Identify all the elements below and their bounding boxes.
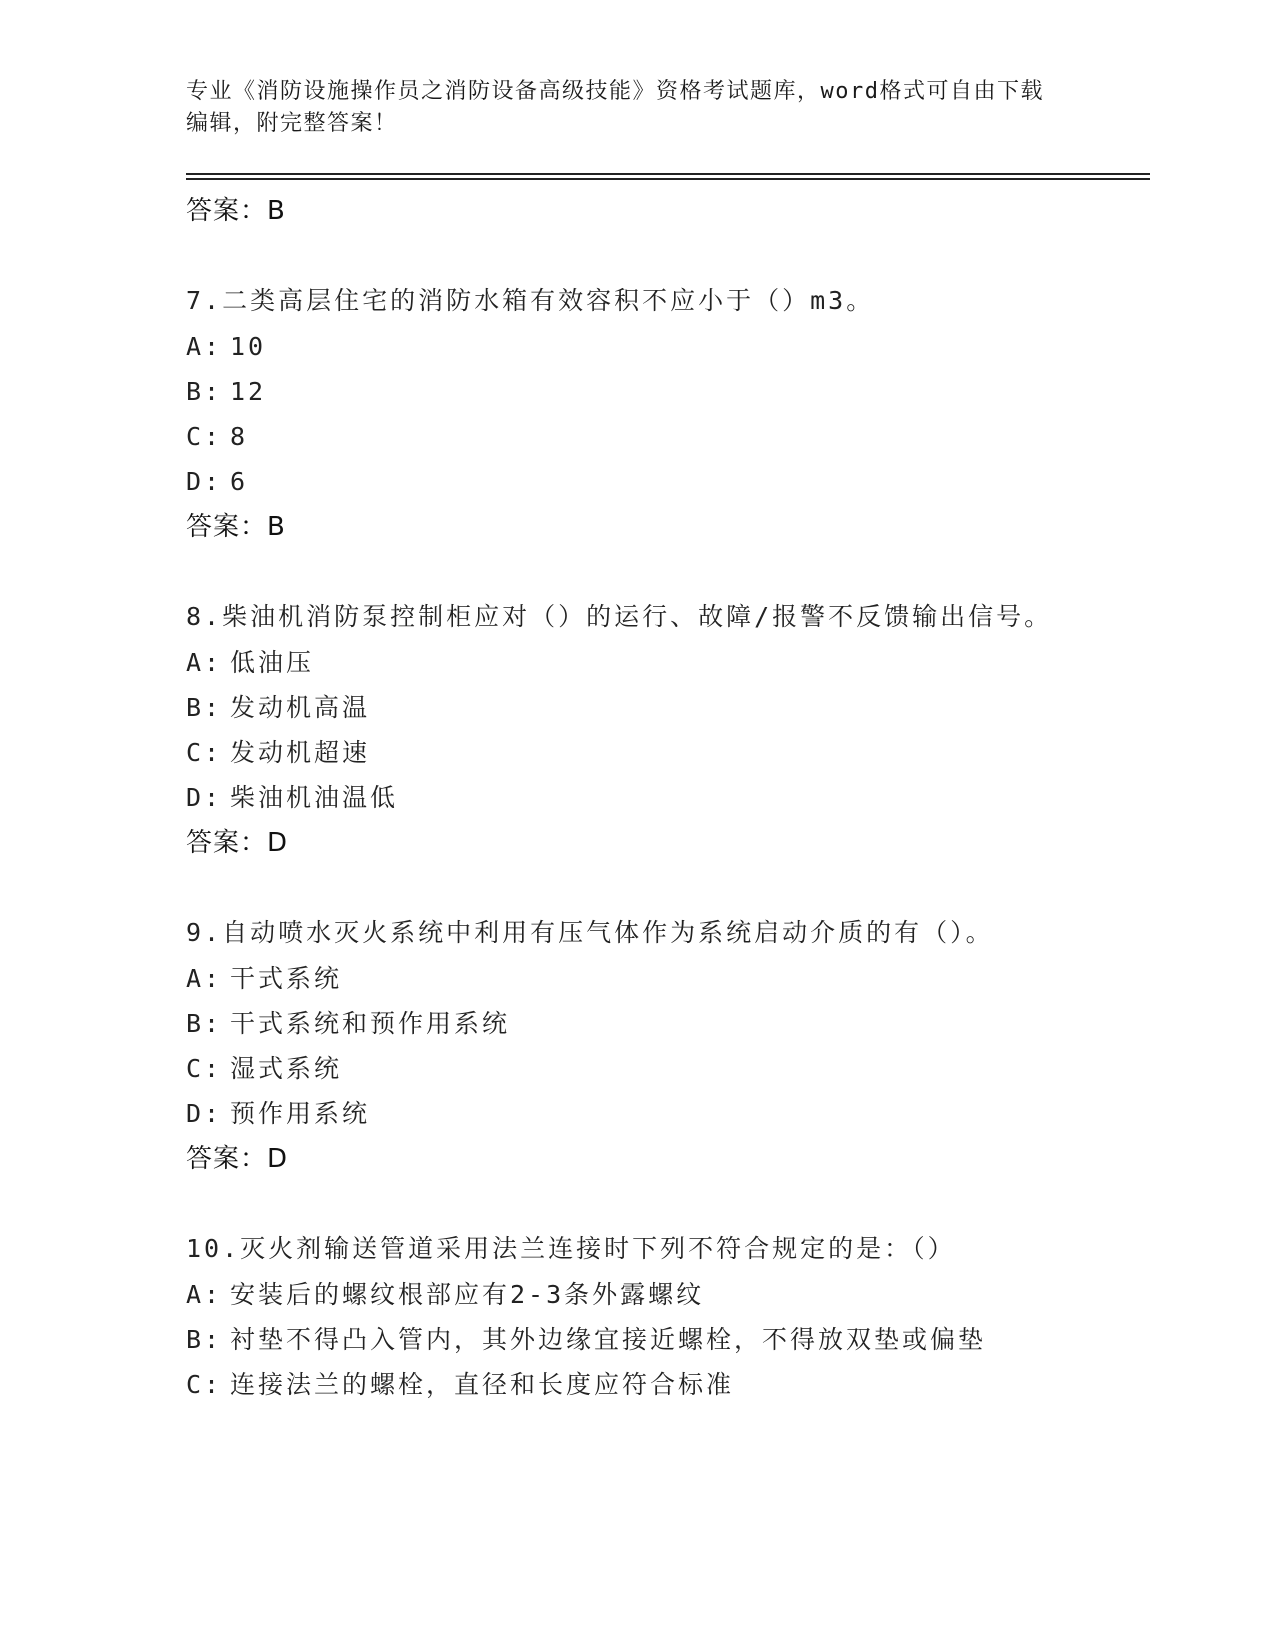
question-7 <box>186 278 1150 550</box>
option-key: A: <box>186 1280 223 1309</box>
option-text: 连接法兰的螺栓，直径和长度应符合标准 <box>230 1370 735 1399</box>
option-key: C: <box>186 1370 223 1399</box>
option-a <box>186 640 1150 685</box>
option-c <box>186 414 1150 459</box>
header-rule-bottom <box>186 178 1150 180</box>
answer-label: 答案：D <box>186 828 289 858</box>
document-header: 专业《消防设施操作员之消防设备高级技能》资格考试题库，word格式可自由下载编辑，附完整答案！ <box>186 79 1044 136</box>
option-d <box>186 775 1150 820</box>
option-text: 湿式系统 <box>230 1054 343 1083</box>
option-c <box>186 1046 1150 1091</box>
option-key: C: <box>186 422 223 451</box>
question-stem: 8.柴油机消防泵控制柜应对（）的运行、故障/报警不反馈输出信号。 <box>186 602 1053 631</box>
option-a <box>186 956 1150 1001</box>
option-a <box>186 324 1150 369</box>
option-text: 12 <box>230 377 267 406</box>
option-key: C: <box>186 1054 223 1083</box>
question-stem: 9.自动喷水灭火系统中利用有压气体作为系统启动介质的有（）。 <box>186 918 994 947</box>
question-10 <box>186 1226 1150 1407</box>
question-list <box>186 188 1150 1407</box>
header-rule-top <box>186 173 1150 175</box>
option-key: B: <box>186 377 223 406</box>
option-b <box>186 1001 1150 1046</box>
option-c <box>186 1362 1150 1407</box>
option-text: 干式系统和预作用系统 <box>230 1009 511 1038</box>
option-text: 衬垫不得凸入管内，其外边缘宜接近螺栓，不得放双垫或偏垫 <box>230 1325 987 1354</box>
answer-label: 答案：B <box>186 512 286 542</box>
answer-label: 答案：D <box>186 1144 289 1174</box>
question-8 <box>186 594 1150 866</box>
option-key: A: <box>186 332 223 361</box>
option-key: A: <box>186 964 223 993</box>
option-b <box>186 685 1150 730</box>
option-text: 10 <box>230 332 267 361</box>
option-text: 发动机高温 <box>230 693 371 722</box>
option-text: 柴油机油温低 <box>230 783 399 812</box>
option-key: D: <box>186 467 223 496</box>
question-stem: 7.二类高层住宅的消防水箱有效容积不应小于（）m3。 <box>186 286 875 315</box>
option-b <box>186 369 1150 414</box>
option-c <box>186 730 1150 775</box>
answer-label: 答案：B <box>186 196 286 226</box>
option-d <box>186 1091 1150 1136</box>
option-text: 干式系统 <box>230 964 343 993</box>
option-a <box>186 1272 1150 1317</box>
option-b <box>186 1317 1150 1362</box>
option-key: D: <box>186 783 223 812</box>
option-text: 8 <box>230 422 249 451</box>
option-text: 低油压 <box>230 648 315 677</box>
option-key: B: <box>186 1325 223 1354</box>
option-text: 发动机超速 <box>230 738 371 767</box>
option-d <box>186 459 1150 504</box>
option-key: D: <box>186 1099 223 1128</box>
option-text: 预作用系统 <box>230 1099 371 1128</box>
option-text: 安装后的螺纹根部应有2-3条外露螺纹 <box>230 1280 705 1309</box>
option-key: C: <box>186 738 223 767</box>
option-key: B: <box>186 693 223 722</box>
question-stem: 10.灭火剂输送管道采用法兰连接时下列不符合规定的是：（） <box>186 1234 956 1263</box>
option-key: B: <box>186 1009 223 1038</box>
question-9 <box>186 910 1150 1182</box>
option-key: A: <box>186 648 223 677</box>
option-text: 6 <box>230 467 249 496</box>
